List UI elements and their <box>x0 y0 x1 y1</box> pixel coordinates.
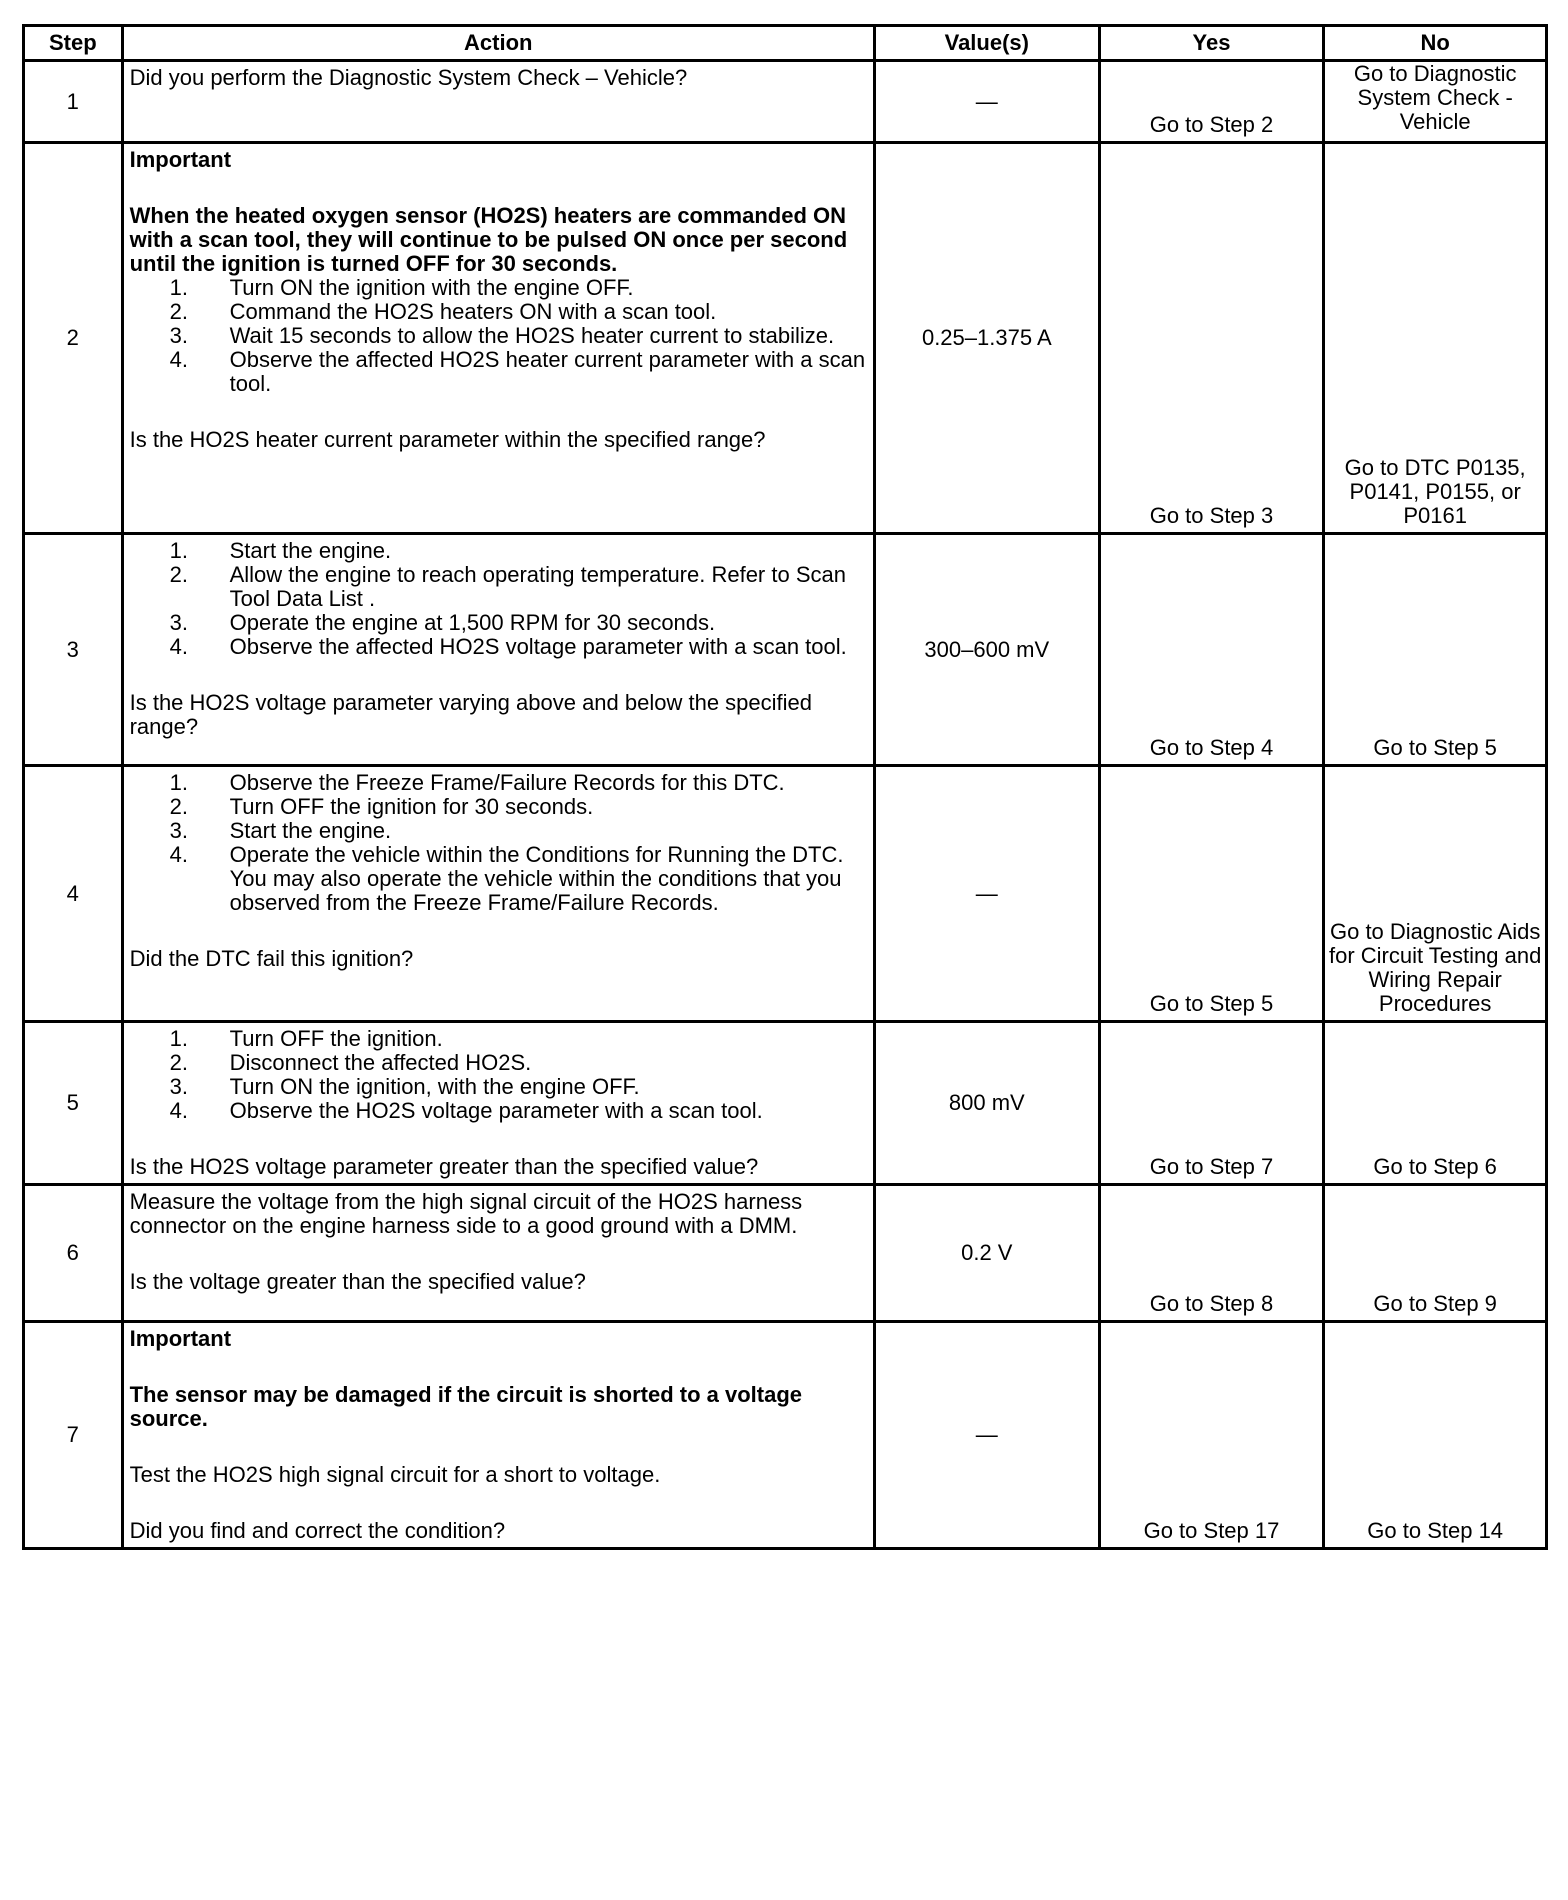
list-item <box>130 300 867 324</box>
item-text: Turn OFF the ignition. <box>229 1026 443 1051</box>
list-item <box>130 819 867 843</box>
no-cell: Go to Step 9 <box>1324 1185 1547 1322</box>
value-cell: — <box>874 1322 1099 1549</box>
item-number: 4. <box>169 1098 188 1123</box>
item-number: 4. <box>169 842 188 867</box>
item-text: Observe the HO2S voltage parameter with a scan tool. <box>229 1098 763 1123</box>
no-cell: Go to Step 14 <box>1324 1322 1547 1549</box>
question-text: Did you find and correct the condition? <box>129 1518 506 1543</box>
action-cell <box>122 766 874 1022</box>
list-item <box>130 611 867 635</box>
procedure-list <box>130 771 867 915</box>
list-item <box>130 795 867 819</box>
item-text: Turn ON the ignition with the engine OFF. <box>229 275 634 300</box>
no-cell: Go to Step 6 <box>1324 1022 1547 1185</box>
list-item <box>130 276 867 300</box>
list-item <box>130 539 867 563</box>
header-no: No <box>1324 26 1547 61</box>
table-row <box>24 766 1547 1022</box>
no-cell: Go to Diagnostic System Check - Vehicle <box>1324 61 1547 143</box>
list-item <box>130 843 867 915</box>
item-text: Operate the engine at 1,500 RPM for 30 seconds. <box>229 610 716 635</box>
list-item <box>130 563 867 611</box>
item-number: 1. <box>169 275 188 300</box>
item-text: Observe the affected HO2S heater current parameter with a scan tool. <box>229 347 866 396</box>
list-item <box>130 324 867 348</box>
yes-cell: Go to Step 17 <box>1099 1322 1324 1549</box>
action-cell <box>122 1022 874 1185</box>
important-label: Important <box>129 147 232 172</box>
important-label: Important <box>129 1326 232 1351</box>
no-cell: Go to Step 5 <box>1324 534 1547 766</box>
item-number: 3. <box>169 323 188 348</box>
step-number: 4 <box>24 766 123 1022</box>
instruction-text: Test the HO2S high signal circuit for a short to voltage. <box>129 1462 661 1487</box>
question-text: Is the HO2S heater current parameter within the specified range? <box>129 427 766 452</box>
header-values: Value(s) <box>874 26 1099 61</box>
question-text: Is the HO2S voltage parameter greater than the specified value? <box>129 1154 759 1179</box>
item-number: 1. <box>169 538 188 563</box>
yes-cell: Go to Step 4 <box>1099 534 1324 766</box>
list-item <box>130 1027 867 1051</box>
value-cell: — <box>874 766 1099 1022</box>
item-text: Operate the vehicle within the Conditions for Running the DTC. You may also operate the vehicle within the conditions that you observed from the Freeze Frame/Failure Records. <box>229 842 844 915</box>
item-number: 1. <box>169 1026 188 1051</box>
step-number: 3 <box>24 534 123 766</box>
instruction-text: Measure the voltage from the high signal circuit of the HO2S harness connector on the engine harness side to a good ground with a DMM. <box>129 1189 803 1238</box>
action-cell <box>122 534 874 766</box>
step-number: 5 <box>24 1022 123 1185</box>
header-action: Action <box>122 26 874 61</box>
question-text: Is the voltage greater than the specified value? <box>129 1269 586 1294</box>
item-number: 4. <box>169 347 188 372</box>
item-text: Observe the affected HO2S voltage parameter with a scan tool. <box>229 634 847 659</box>
header-row <box>24 26 1547 61</box>
item-number: 2. <box>169 299 188 324</box>
list-item <box>130 635 867 659</box>
header-yes: Yes <box>1099 26 1324 61</box>
item-text: Observe the Freeze Frame/Failure Records for this DTC. <box>229 770 785 795</box>
yes-cell: Go to Step 3 <box>1099 143 1324 534</box>
table-row <box>24 1322 1547 1549</box>
step-number: 6 <box>24 1185 123 1322</box>
header-step: Step <box>24 26 123 61</box>
question-text: Is the HO2S voltage parameter varying above and below the specified range? <box>129 690 813 739</box>
item-number: 3. <box>169 818 188 843</box>
question-text: Did the DTC fail this ignition? <box>129 946 414 971</box>
step-number: 1 <box>24 61 123 143</box>
list-item <box>130 1051 867 1075</box>
no-cell: Go to Diagnostic Aids for Circuit Testing and Wiring Repair Procedures <box>1324 766 1547 1022</box>
yes-cell: Go to Step 5 <box>1099 766 1324 1022</box>
no-cell: Go to DTC P0135, P0141, P0155, or P0161 <box>1324 143 1547 534</box>
list-item <box>130 1099 867 1123</box>
table-row <box>24 1185 1547 1322</box>
value-cell: 0.2 V <box>874 1185 1099 1322</box>
item-number: 2. <box>169 794 188 819</box>
question-text: Did you perform the Diagnostic System Check – Vehicle? <box>129 65 688 90</box>
item-text: Wait 15 seconds to allow the HO2S heater current to stabilize. <box>229 323 835 348</box>
step-number: 7 <box>24 1322 123 1549</box>
action-cell <box>122 1185 874 1322</box>
table-row <box>24 1022 1547 1185</box>
item-text: Start the engine. <box>229 818 392 843</box>
important-text: The sensor may be damaged if the circuit is shorted to a voltage source. <box>129 1382 803 1431</box>
item-text: Start the engine. <box>229 538 392 563</box>
action-cell <box>122 61 874 143</box>
value-cell: 300–600 mV <box>874 534 1099 766</box>
step-number: 2 <box>24 143 123 534</box>
item-number: 3. <box>169 610 188 635</box>
list-item <box>130 771 867 795</box>
value-cell: 800 mV <box>874 1022 1099 1185</box>
item-number: 4. <box>169 634 188 659</box>
item-text: Allow the engine to reach operating temperature. Refer to Scan Tool Data List . <box>229 562 846 611</box>
item-text: Command the HO2S heaters ON with a scan tool. <box>229 299 717 324</box>
item-text: Disconnect the affected HO2S. <box>229 1050 532 1075</box>
procedure-list <box>130 1027 867 1123</box>
item-number: 2. <box>169 562 188 587</box>
item-text: Turn OFF the ignition for 30 seconds. <box>229 794 594 819</box>
yes-cell: Go to Step 8 <box>1099 1185 1324 1322</box>
table-row <box>24 61 1547 143</box>
important-text: When the heated oxygen sensor (HO2S) heaters are commanded ON with a scan tool, they will continue to be pulsed ON once per second until the ignition is turned OFF for 30 seconds. <box>129 203 848 276</box>
diagnostic-table <box>22 24 1548 1550</box>
yes-cell: Go to Step 2 <box>1099 61 1324 143</box>
action-cell <box>122 143 874 534</box>
yes-cell: Go to Step 7 <box>1099 1022 1324 1185</box>
table-row <box>24 534 1547 766</box>
value-cell: — <box>874 61 1099 143</box>
item-number: 2. <box>169 1050 188 1075</box>
item-number: 3. <box>169 1074 188 1099</box>
table-row <box>24 143 1547 534</box>
procedure-list <box>130 276 867 396</box>
list-item <box>130 348 867 396</box>
item-number: 1. <box>169 770 188 795</box>
value-cell: 0.25–1.375 A <box>874 143 1099 534</box>
list-item <box>130 1075 867 1099</box>
procedure-list <box>130 539 867 659</box>
action-cell <box>122 1322 874 1549</box>
item-text: Turn ON the ignition, with the engine OFF. <box>229 1074 640 1099</box>
